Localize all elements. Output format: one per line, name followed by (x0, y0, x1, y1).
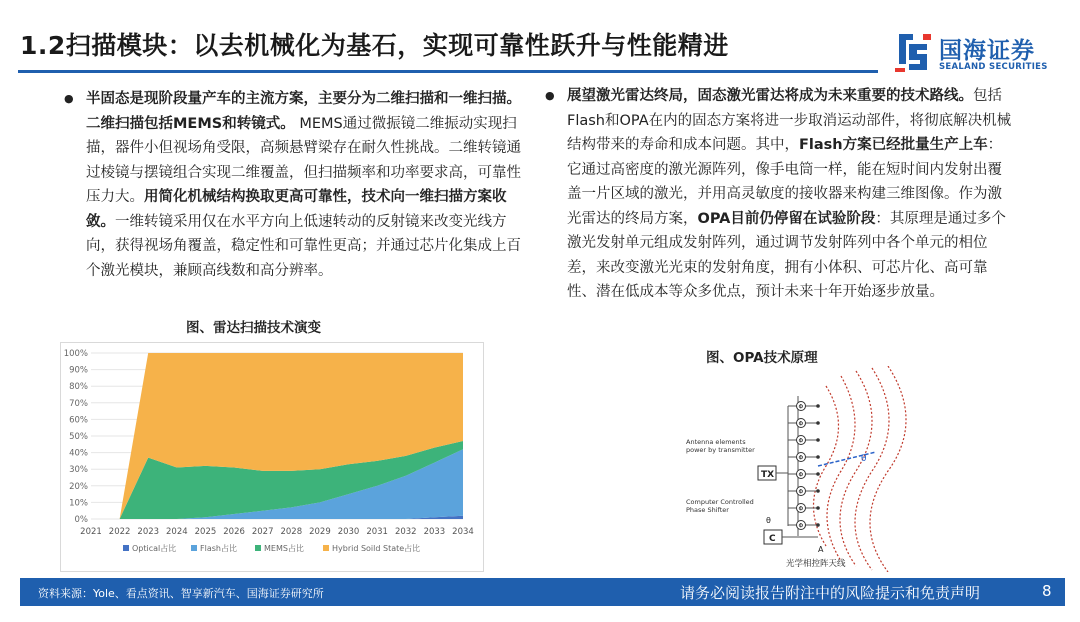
legend-swatch (123, 545, 129, 551)
controller-theta: θ (766, 516, 771, 525)
right-opa-emphasis: OPA目前仍停留在试验阶段 (697, 210, 876, 227)
antenna-element (816, 489, 820, 493)
opa-antenna-caption: 光学相控阵天线 (786, 559, 846, 569)
phase-shifter-symbol: Φ (798, 454, 804, 462)
company-logo (893, 30, 1053, 78)
page-number: 8 (1042, 582, 1052, 600)
legend-label: Hybrid Soild State占比 (332, 544, 421, 553)
beam-direction (818, 452, 876, 466)
phase-shifter-symbol: Φ (798, 488, 804, 496)
y-tick-label: 90% (69, 365, 88, 376)
phase-shifter-column (788, 396, 820, 536)
x-tick-label: 2034 (452, 527, 474, 537)
y-tick-label: 70% (69, 398, 88, 409)
stacked-area-chart (61, 343, 483, 571)
footer-bar (20, 578, 1065, 606)
logo-name-en: SEALAND SECURITIES (939, 62, 1048, 72)
antenna-element (816, 438, 820, 442)
legend-swatch (323, 545, 329, 551)
left-lead-text: 半固态是现阶段量产车的主流方案，主要分为二维扫描和一维扫描。二维扫描包括MEMS和转镜式。 (86, 91, 521, 132)
source-note: 资料来源：Yole、看点资讯、智享新汽车、国海证券研究所 (38, 587, 324, 600)
antenna-label-1: Antenna elements (686, 438, 746, 446)
x-tick-label: 2031 (366, 527, 388, 537)
right-body-text: 包括Flash和OPA在内的固态方案将进一步取消运动部件，将彻底解决机械结构带来的寿命和成本问题。其中， (567, 88, 1012, 153)
legend-label: MEMS占比 (264, 544, 304, 553)
phase-shifter-symbol: Φ (798, 505, 804, 513)
opa-caption: 图、OPA技术原理 (706, 350, 818, 366)
x-tick-label: 2029 (309, 527, 331, 537)
antenna-element (816, 523, 820, 527)
y-tick-label: 0% (74, 515, 88, 525)
right-body-text-2: ：它通过高密度的激光源阵列，像手电筒一样，能在短时间内发射出覆盖一片区域的激光，并用高灵敏度的接收器来构建三维图像。作为激光雷达的终局方案， (567, 137, 1003, 227)
legend-swatch (191, 545, 197, 551)
controller-label: C (769, 534, 776, 544)
left-body-text: MEMS通过微振镜二维振动实现扫描，器件小但视场角受限，高频悬臂梁存在耐久性挑战。二维转镜通过棱镜与摆镜组合实现二维覆盖，但扫描频率和功率要求高，可靠性压力大。 (86, 115, 521, 205)
title-divider (18, 70, 878, 73)
left-emphasis-text: 用简化机械结构换取更高可靠性，技术向一维扫描方案收敛。 (86, 189, 507, 230)
array-axis-label: A (818, 545, 824, 554)
phase-shifter-label-1: Computer Controlled (686, 498, 754, 506)
logo-name-cn: 国海证券 (939, 38, 1035, 64)
tx-label: TX (761, 470, 775, 480)
x-tick-label: 2033 (423, 527, 446, 537)
antenna-element (816, 506, 820, 510)
antenna-element (816, 455, 820, 459)
y-tick-label: 50% (69, 432, 88, 442)
y-tick-label: 10% (69, 498, 88, 509)
y-tick-label: 60% (69, 415, 88, 426)
x-tick-label: 2024 (166, 527, 188, 537)
beam-angle-theta: θ (861, 454, 867, 464)
right-body-text-3: ：其原理是通过多个激光发射单元组成发射阵列，通过调节发射阵列中各个单元的相位差，来改变激光光束的发射角度，拥有小体积、可芯片化、高可靠性、潜在低成本等众多优点，预计未来十年开始逐步放量。 (567, 210, 1006, 300)
right-flash-emphasis: Flash方案已经批量生产上车 (799, 137, 988, 153)
x-tick-label: 2028 (280, 527, 303, 537)
chart-caption: 图、雷达扫描技术演变 (186, 320, 321, 336)
x-tick-label: 2026 (223, 527, 245, 537)
opa-diagram (676, 366, 928, 572)
left-body-text-2: 一维转镜采用仅在水平方向上低速转动的反射镜来改变光线方向，获得视场角覆盖，稳定性和可靠性更高；并通过芯片化集成上百个激光模块，兼顾高线数和高分辨率。 (86, 213, 521, 279)
phase-shifter-symbol: Φ (798, 403, 804, 411)
phase-shifter-symbol: Φ (798, 522, 804, 530)
y-tick-label: 100% (63, 349, 88, 359)
right-column (545, 84, 1015, 305)
y-tick-label: 30% (69, 465, 88, 476)
legend-swatch (255, 545, 261, 551)
antenna-element (816, 404, 820, 408)
antenna-element (816, 472, 820, 476)
page-title: 1.2扫描模块：以去机械化为基石，实现可靠性跃升与性能精进 (20, 31, 729, 60)
phase-shifter-symbol: Φ (798, 471, 804, 479)
y-tick-label: 20% (69, 481, 88, 492)
x-tick-label: 2030 (337, 527, 360, 537)
phase-shifter-label-2: Phase Shifter (686, 506, 729, 514)
right-lead-text: 展望激光雷达终局，固态激光雷达将成为未来重要的技术路线。 (567, 88, 973, 104)
antenna-element (816, 421, 820, 425)
y-tick-label: 40% (69, 448, 88, 459)
disclaimer: 请务必阅读报告附注中的风险提示和免责声明 (680, 584, 981, 602)
x-tick-label: 2023 (137, 527, 160, 537)
phase-shifter-symbol: Φ (798, 437, 804, 445)
x-tick-label: 2027 (251, 527, 274, 537)
x-tick-label: 2032 (394, 527, 417, 537)
left-column (64, 87, 522, 283)
wavefronts (814, 366, 907, 572)
sealand-logo-icon (893, 30, 937, 74)
antenna-label-2: power by transmitter (686, 446, 755, 454)
right-bullet (545, 84, 1015, 305)
y-tick-label: 80% (69, 382, 88, 393)
x-tick-label: 2025 (194, 527, 217, 537)
x-tick-label: 2021 (80, 527, 102, 537)
legend-label: Optical占比 (132, 544, 177, 553)
phase-shifter-symbol: Φ (798, 420, 804, 428)
x-tick-label: 2022 (108, 527, 131, 537)
left-bullet (64, 87, 522, 283)
legend-label: Flash占比 (200, 544, 237, 553)
lidar-scan-chart (60, 342, 484, 572)
